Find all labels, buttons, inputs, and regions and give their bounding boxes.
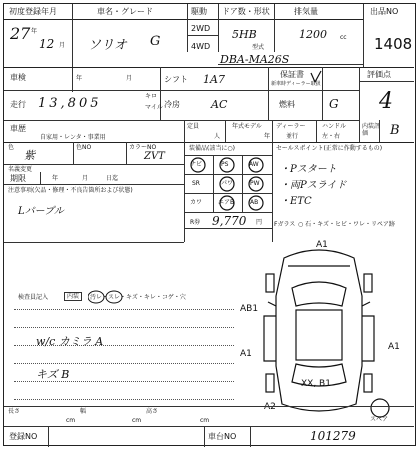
deadline-label: 期限 [10,174,26,183]
model-year-label: 年式モデル [232,123,262,130]
inspector-interior-label: 内装 [64,292,82,301]
equip-ab: AB [250,199,259,206]
damage-front: A1 [316,240,328,250]
handle-value: 左・右 [322,133,341,140]
handle-label: ハンドル [322,123,347,130]
rslip-label: R券 [190,219,201,226]
inspection-label: 車検 [10,73,26,82]
equip-pw: PW [250,180,260,187]
equip-aw: AW [249,161,259,168]
dealer-label: ディーラー [276,123,306,130]
damage-rear-left: A2 [264,402,276,412]
length-label: 長さ [8,408,21,415]
car-name: ソリオ [88,38,127,53]
notes-title: 注意事項(欠品・修理・不良告箇所および状態) [8,187,133,194]
width-unit: cm [132,417,142,424]
note-color: Lパープル [18,206,64,217]
aircon-label: 冷房 [164,100,180,109]
equip-airbag: エアB [218,199,235,206]
length-unit: cm [66,417,76,424]
door-shape-label: ドア数・形状 [222,7,270,16]
warranty-sub-label: 新車時ディーラー取扱 [271,81,321,87]
inspector-label: 検査員記入 [18,294,49,301]
deadline-month-unit: 月 [82,175,89,182]
warranty-check-icon [310,70,322,84]
fglass-marks: ○ 石・キズ・ヒビ・ワレ・リペア跡 [298,221,395,228]
first-reg-year-unit: 年 [31,28,38,35]
auction-inspection-sheet [3,3,416,446]
shift-label: シフト [164,75,188,84]
equip-navi: ナビ [190,161,203,168]
displacement-value: 1200 [299,28,327,41]
reg-no-label: 登録NO [9,432,38,441]
capacity-label: 定員 [187,123,200,130]
deadline-year-unit: 年 [52,175,59,182]
sales-point-1: ・Pスタート [280,164,337,175]
displacement-label: 排気量 [294,7,318,16]
history-sub-label: 自家用・レンタ・事業用 [40,134,106,141]
first-reg-year: 27 [10,24,31,43]
shift-value: 1A7 [203,73,225,86]
capacity-unit: 人 [214,133,221,140]
spare-label: スペア [370,416,389,423]
damage-right-door: A1 [388,342,400,352]
sales-title: セールスポイント(正常に作動するもの) [276,145,383,152]
sales-point-3: ・ETC [280,196,312,207]
dealer-value: 並行 [286,133,299,140]
mile-unit: マイル [145,104,163,111]
inspector-note-2: キズ B [36,368,70,381]
color-code-value: ZVT [144,151,165,162]
first-reg-month: 12 [39,37,55,51]
model-label: 型式 [252,44,265,51]
cc-unit: cc [340,34,347,41]
sales-point-2: ・両Pスライド [280,180,347,191]
first-reg-label: 初度登録年月 [9,7,57,16]
equip-leather: カワ [190,199,203,206]
inspector-note-1: w/c カミラ A [36,335,104,348]
grade: G [150,34,161,49]
equipment-circle-marks [184,155,272,212]
damage-front-left: AB1 [240,304,259,314]
mileage-value: 13,805 [38,96,102,111]
damage-left-side: A1 [240,349,252,359]
fglass-label: Fガラス [274,221,296,228]
rslip-value: 9,770 [212,214,247,228]
equip-sr: SR [192,180,200,187]
car-damage-diagram [244,236,394,426]
eval-points-label: 評価点 [367,70,391,79]
first-reg-month-unit: 月 [59,42,66,49]
chassis-no-label: 車台NO [208,432,237,441]
name-change-label: 名義変更 [8,166,33,173]
color-label: 色 [8,144,15,151]
warranty-label: 保証書 [280,70,304,79]
height-unit: cm [200,417,210,424]
color-code-label: カラーNO [129,144,157,151]
inspection-year-unit: 年 [76,75,83,82]
color-value: 紫 [24,149,35,162]
drive-label: 駆動 [191,7,207,16]
fuel-label: 燃料 [279,100,295,109]
name-grade-label: 車名・グレード [97,7,153,16]
inspector-circle-marks [88,290,128,304]
inspection-month-unit: 月 [126,75,133,82]
equipment-title: 装備品(該当に○) [189,145,235,152]
interior-eval-label: 内装評価 [362,123,381,137]
width-label: 幅 [80,408,87,415]
equip-power: パワ [221,180,234,187]
aircon-value: AC [211,98,228,111]
mileage-label: 走行 [10,100,26,109]
drive-4wd: 4WD [191,42,211,51]
model-year-unit: 年 [264,133,271,140]
door-value: 5HB [232,28,257,41]
interior-eval-value: B [390,123,400,138]
fuel-value: G [329,97,339,111]
km-unit: キロ [145,93,158,100]
damage-rear-center: XX, B1 [301,379,331,389]
height-label: 高さ [146,408,159,415]
model-value: DBA-MA26S [220,53,290,66]
drive-2wd: 2WD [191,24,211,33]
equip-ps: PS [221,161,229,168]
listing-no-value: 1408 [374,35,413,53]
color-no-label: 色NO [76,144,92,151]
eval-points-value: 4 [379,89,393,114]
chassis-no-value: 101279 [310,429,356,443]
inspector-marks: 汚レ・スレ・キズ・キレ・コゲ・穴 [90,294,186,301]
deadline-day-unit: 日迄 [106,175,119,182]
rslip-unit: 円 [256,219,263,226]
listing-no-label: 出品NO [370,7,399,16]
history-label: 車歴 [10,124,26,133]
